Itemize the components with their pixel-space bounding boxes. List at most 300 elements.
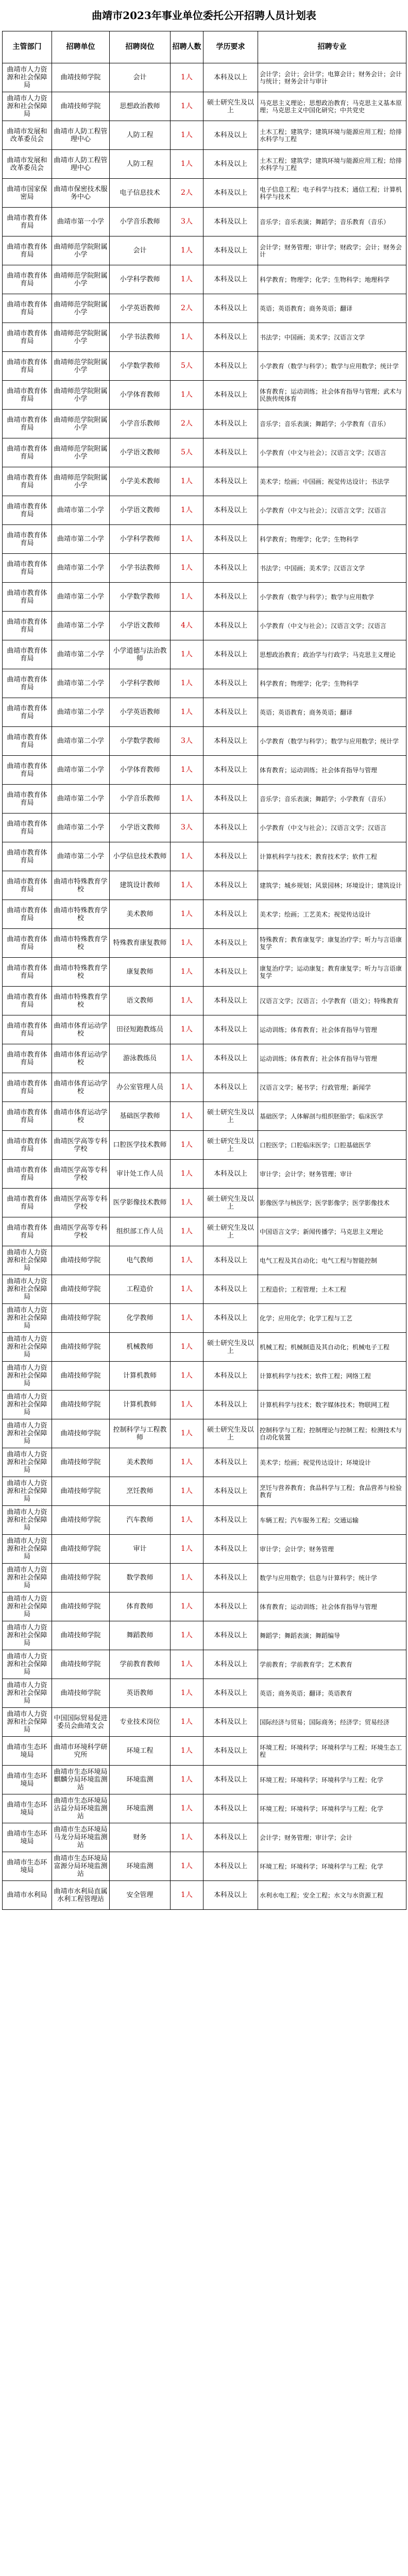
table-row: [3, 842, 406, 871]
cell-employer-text: 曲靖市体育运动学校: [54, 1022, 108, 1038]
cell-position-text: 小学书法教师: [120, 333, 160, 341]
cell-count: [171, 352, 203, 381]
cell-position-text: 口腔医学技术教师: [113, 1141, 167, 1149]
cell-employer-text: 曲靖技师学院: [60, 1430, 101, 1437]
cell-department: [3, 756, 52, 785]
cell-department-text: 曲靖市人力资源和社会保障局: [7, 1480, 47, 1503]
cell-education-text: 本科及以上: [213, 1603, 247, 1611]
cell-position-text: 烹饪教师: [126, 1487, 154, 1495]
cell-employer-text: 曲靖市生态环境局富源分局环境监测站: [54, 1855, 108, 1878]
cell-education-text: 本科及以上: [213, 882, 247, 889]
cell-department: [3, 1592, 52, 1621]
cell-department: [3, 727, 52, 756]
cell-department-text: 曲靖市人力资源和社会保障局: [7, 1278, 47, 1301]
cell-count-text: 3人: [181, 824, 193, 832]
cell-education: [203, 352, 258, 381]
cell-position-text: 办公室管理人员: [116, 1083, 163, 1091]
cell-major-text: 科学教育；物理学；化学；生物科学: [260, 535, 359, 543]
cell-major-text: 特殊教育；教育康复学；康复治疗学；听力与言语康复学: [260, 936, 402, 951]
cell-count-text: 1人: [181, 103, 193, 110]
cell-count: [171, 1737, 203, 1766]
header-education: 学历要求: [203, 31, 258, 63]
cell-employer-text: 曲靖技师学院: [60, 1545, 101, 1553]
cell-major-text: 学前教育；学前教育学；艺术教育: [260, 1660, 353, 1668]
cell-education-text: 本科及以上: [213, 1776, 247, 1784]
cell-department-text: 曲靖市教育体育局: [7, 762, 47, 778]
cell-education: [203, 958, 258, 987]
cell-major: [258, 1535, 406, 1564]
cell-department: [3, 1362, 52, 1391]
cell-education-text: 本科及以上: [213, 795, 247, 803]
cell-major: [258, 208, 406, 236]
table-row: [3, 1217, 406, 1246]
cell-major-text: 环境工程；环境科学；环境科学与工程；化学: [260, 1776, 384, 1784]
cell-department-text: 曲靖市教育体育局: [7, 1022, 47, 1038]
cell-employer: [52, 1564, 110, 1592]
cell-department-text: 曲靖市教育体育局: [7, 1050, 47, 1066]
cell-department: [3, 1794, 52, 1823]
cell-education-text: 本科及以上: [213, 391, 247, 399]
cell-education-text: 本科及以上: [213, 680, 247, 687]
cell-count-text: 1人: [181, 160, 193, 168]
cell-position: [110, 554, 171, 583]
cell-count-text: 1人: [181, 795, 193, 803]
cell-position: [110, 467, 171, 496]
cell-count-text: 1人: [181, 1487, 193, 1495]
cell-education-text: 本科及以上: [213, 737, 247, 745]
cell-position-text: 人防工程: [126, 131, 154, 139]
cell-major-text: 会计学；会计；会计学；电算会计；财务会计；会计与统计；财务会计与审计: [260, 70, 402, 85]
cell-department-text: 曲靖市教育体育局: [7, 1137, 47, 1153]
cell-department-text: 曲靖市人力资源和社会保障局: [7, 1335, 47, 1359]
cell-employer: [52, 1304, 110, 1333]
cell-position-text: 学前教育教师: [120, 1660, 160, 1668]
table-row: [3, 150, 406, 179]
cell-position-text: 小学语文教师: [120, 622, 160, 630]
cell-position-text: 小学体育教师: [120, 391, 160, 399]
cell-education-text: 硕士研究生及以上: [207, 98, 254, 114]
cell-count-text: 1人: [181, 651, 193, 658]
cell-employer-text: 曲靖技师学院: [60, 1314, 101, 1322]
cell-employer-text: 曲靖市第二小学: [57, 535, 104, 543]
cell-employer: [52, 871, 110, 900]
cell-major: [258, 1246, 406, 1275]
cell-department: [3, 1621, 52, 1650]
cell-education: [203, 1564, 258, 1592]
cell-count-text: 2人: [181, 304, 193, 312]
cell-employer: [52, 1823, 110, 1852]
table-row: [3, 958, 406, 987]
cell-position: [110, 1852, 171, 1881]
cell-department-text: 曲靖市生态环境局: [7, 1743, 47, 1759]
cell-employer: [52, 1131, 110, 1160]
table-row: [3, 1650, 406, 1679]
cell-education: [203, 987, 258, 1015]
cell-department: [3, 958, 52, 987]
cell-department-text: 曲靖市生态环境局: [7, 1858, 47, 1874]
cell-education: [203, 900, 258, 929]
table-row: [3, 496, 406, 525]
cell-major-text: 工程造价；工程管理；土木工程: [260, 1285, 347, 1293]
cell-department: [3, 352, 52, 381]
cell-education-text: 本科及以上: [213, 1285, 247, 1293]
cell-major: [258, 727, 406, 756]
cell-major: [258, 1592, 406, 1621]
cell-employer-text: 曲靖技师学院: [60, 1343, 101, 1351]
cell-employer: [52, 323, 110, 352]
cell-major-text: 英语；商务英语；翻译；英语教育: [260, 1689, 353, 1697]
cell-major: [258, 265, 406, 294]
cell-education-text: 本科及以上: [213, 1747, 247, 1755]
cell-position: [110, 410, 171, 438]
table-row: [3, 1419, 406, 1448]
cell-count: [171, 1881, 203, 1910]
cell-major-text: 英语；英语教育；商务英语；翻译: [260, 708, 353, 716]
cell-department: [3, 1131, 52, 1160]
cell-position-text: 田径短跑教练员: [116, 1026, 163, 1033]
cell-position-text: 小学音乐教师: [120, 795, 160, 803]
cell-position: [110, 1737, 171, 1766]
cell-education: [203, 438, 258, 467]
cell-position-text: 人防工程: [126, 160, 154, 168]
document-title: 曲靖市2023年事业单位委托公开招聘人员计划表: [92, 9, 316, 22]
cell-employer-text: 曲靖市第二小学: [57, 651, 104, 658]
cell-major: [258, 381, 406, 410]
cell-count: [171, 842, 203, 871]
cell-department: [3, 1708, 52, 1737]
cell-count-text: 1人: [181, 1834, 193, 1841]
cell-position: [110, 496, 171, 525]
cell-education: [203, 1391, 258, 1419]
cell-education: [203, 1448, 258, 1477]
cell-count: [171, 1794, 203, 1823]
cell-education: [203, 640, 258, 669]
cell-major: [258, 1044, 406, 1073]
cell-employer-text: 曲靖市第二小学: [57, 593, 104, 601]
cell-major: [258, 92, 406, 121]
cell-position-text: 小学英语教师: [120, 304, 160, 312]
cell-position: [110, 698, 171, 727]
cell-department: [3, 698, 52, 727]
cell-major-text: 美术学；绘画；视觉传达设计；环境设计: [260, 1459, 371, 1466]
cell-education: [203, 1246, 258, 1275]
cell-employer: [52, 756, 110, 785]
cell-count-text: 5人: [181, 362, 193, 370]
cell-count-text: 1人: [181, 506, 193, 514]
cell-department-text: 曲靖市人力资源和社会保障局: [7, 1509, 47, 1532]
cell-position-text: 数学教师: [126, 1574, 154, 1582]
cell-major: [258, 236, 406, 265]
cell-position: [110, 381, 171, 410]
cell-employer: [52, 410, 110, 438]
cell-major-text: 口腔医学；口腔临床医学；口腔基础医学: [260, 1141, 371, 1149]
cell-education-text: 本科及以上: [213, 1718, 247, 1726]
cell-position: [110, 1621, 171, 1650]
cell-major-text: 数学与应用数学；信息与计算科学；统计学: [260, 1574, 378, 1582]
cell-employer-text: 曲靖师范学院附属小学: [54, 416, 108, 432]
cell-count-text: 1人: [181, 593, 193, 601]
cell-major: [258, 410, 406, 438]
table-header-row: [3, 31, 406, 63]
cell-education-text: 硕士研究生及以上: [207, 1426, 254, 1442]
cell-position-text: 小学数学教师: [120, 737, 160, 745]
cell-position: [110, 92, 171, 121]
cell-department: [3, 900, 52, 929]
cell-department-text: 曲靖市教育体育局: [7, 416, 47, 432]
cell-employer-text: 曲靖市体育运动学校: [54, 1079, 108, 1095]
cell-department-text: 曲靖市教育体育局: [7, 445, 47, 461]
cell-major: [258, 1737, 406, 1766]
cell-education-text: 本科及以上: [213, 1834, 247, 1841]
cell-department-text: 曲靖市国家保密局: [7, 185, 47, 201]
table-row: [3, 1391, 406, 1419]
cell-education: [203, 871, 258, 900]
table-row: [3, 640, 406, 669]
cell-education: [203, 1102, 258, 1131]
cell-major: [258, 1881, 406, 1910]
cell-employer: [52, 150, 110, 179]
cell-employer-text: 曲靖市生态环境局麒麟分局环境监测站: [54, 1768, 108, 1791]
cell-major: [258, 121, 406, 150]
table-row: [3, 1073, 406, 1102]
cell-count-text: 1人: [181, 1141, 193, 1149]
cell-department-text: 曲靖市人力资源和社会保障局: [7, 1710, 47, 1734]
cell-major-text: 基础医学；人体解剖与组织胚胎学；临床医学: [260, 1112, 384, 1120]
cell-employer-text: 曲靖市体育运动学校: [54, 1050, 108, 1066]
cell-education-text: 本科及以上: [213, 1487, 247, 1495]
cell-count: [171, 1333, 203, 1362]
cell-education: [203, 294, 258, 323]
cell-position-text: 特殊教育康复教师: [113, 939, 167, 947]
cell-employer-text: 曲靖市第二小学: [57, 824, 104, 832]
cell-department: [3, 785, 52, 814]
cell-education: [203, 179, 258, 208]
cell-count: [171, 900, 203, 929]
cell-count: [171, 150, 203, 179]
cell-education-text: 本科及以上: [213, 189, 247, 197]
cell-department: [3, 1246, 52, 1275]
cell-position-text: 计算机教师: [123, 1372, 157, 1380]
cell-position-text: 小学音乐教师: [120, 420, 160, 428]
cell-department: [3, 1073, 52, 1102]
cell-position-text: 小学书法教师: [120, 564, 160, 572]
cell-position: [110, 150, 171, 179]
cell-employer: [52, 1881, 110, 1910]
table-row: [3, 1737, 406, 1766]
cell-position-text: 建筑设计教师: [120, 882, 160, 889]
cell-education: [203, 208, 258, 236]
cell-education: [203, 265, 258, 294]
cell-major-text: 汉语言文学；汉语言；小学教育（语文）；特殊教育: [260, 997, 399, 1005]
cell-major-text: 思想政治教育；政治学与行政学；马克思主义理论: [260, 651, 396, 658]
cell-department: [3, 150, 52, 179]
cell-position: [110, 323, 171, 352]
cell-major-text: 小学教育（数学与科学）；数学与应用数学；统计学: [260, 737, 399, 745]
cell-count: [171, 1823, 203, 1852]
cell-position-text: 康复教师: [126, 968, 154, 976]
cell-position-text: 小学科学教师: [120, 535, 160, 543]
cell-major-text: 车辆工程；汽车服务工程；交通运输: [260, 1516, 359, 1524]
cell-count: [171, 1621, 203, 1650]
cell-employer-text: 曲靖医学高等专科学校: [54, 1166, 108, 1182]
cell-employer: [52, 265, 110, 294]
cell-employer: [52, 1073, 110, 1102]
cell-department: [3, 410, 52, 438]
cell-major-text: 书法学；中国画；美术学；汉语言文学: [260, 333, 365, 341]
cell-count-text: 1人: [181, 1055, 193, 1062]
table-row: [3, 785, 406, 814]
cell-employer: [52, 381, 110, 410]
cell-position: [110, 958, 171, 987]
cell-position: [110, 785, 171, 814]
cell-count: [171, 554, 203, 583]
cell-count: [171, 958, 203, 987]
cell-position-text: 小学数学教师: [120, 362, 160, 370]
cell-position: [110, 121, 171, 150]
cell-position: [110, 842, 171, 871]
cell-position-text: 小学语文教师: [120, 449, 160, 456]
cell-employer: [52, 554, 110, 583]
cell-major-text: 电气工程及其自动化；电气工程与智能控制: [260, 1257, 378, 1264]
cell-employer: [52, 1794, 110, 1823]
cell-position-text: 计算机教师: [123, 1401, 157, 1409]
cell-major-text: 土木工程；建筑学；建筑环境与能源应用工程；给排水科学与工程: [260, 128, 402, 143]
cell-position: [110, 1506, 171, 1535]
table-row: [3, 294, 406, 323]
cell-position-text: 基础医学教师: [120, 1112, 160, 1120]
cell-education-text: 本科及以上: [213, 1516, 247, 1524]
cell-department: [3, 1015, 52, 1044]
cell-employer: [52, 1419, 110, 1448]
cell-position-text: 安全管理: [126, 1891, 154, 1899]
cell-education-text: 本科及以上: [213, 766, 247, 774]
cell-employer: [52, 179, 110, 208]
cell-major-text: 书法学；中国画；美术学；汉语言文学: [260, 564, 365, 572]
header-count: 招聘人数: [171, 31, 203, 63]
cell-major: [258, 1131, 406, 1160]
cell-count: [171, 698, 203, 727]
cell-position-text: 语文教师: [126, 997, 154, 1005]
cell-education-text: 本科及以上: [213, 478, 247, 485]
cell-department: [3, 294, 52, 323]
cell-count-text: 1人: [181, 910, 193, 918]
cell-education: [203, 554, 258, 583]
cell-major-text: 环境工程；环境科学；环境科学与工程；化学: [260, 1862, 384, 1870]
cell-major-text: 建筑学；城乡规划；风景园林；环境设计；建筑设计: [260, 882, 402, 889]
cell-employer: [52, 583, 110, 612]
cell-position: [110, 1044, 171, 1073]
cell-major-text: 英语；英语教育；商务英语；翻译: [260, 304, 353, 312]
cell-employer: [52, 236, 110, 265]
cell-employer-text: 曲靖市特殊教育学校: [54, 993, 108, 1009]
cell-education: [203, 121, 258, 150]
cell-employer: [52, 1102, 110, 1131]
cell-count-text: 1人: [181, 882, 193, 889]
cell-employer-text: 曲靖市第二小学: [57, 766, 104, 774]
cell-count-text: 1人: [181, 939, 193, 947]
cell-major-text: 审计学；会计学；财务管理: [260, 1545, 334, 1553]
cell-employer: [52, 294, 110, 323]
cell-employer: [52, 958, 110, 987]
cell-major: [258, 1679, 406, 1708]
cell-education: [203, 1592, 258, 1621]
cell-department-text: 曲靖市教育体育局: [7, 733, 47, 749]
cell-count-text: 5人: [181, 449, 193, 456]
cell-count: [171, 1391, 203, 1419]
cell-education: [203, 1506, 258, 1535]
table-row: [3, 323, 406, 352]
cell-employer: [52, 612, 110, 640]
cell-position: [110, 352, 171, 381]
cell-education: [203, 1679, 258, 1708]
table-row: [3, 236, 406, 265]
cell-count: [171, 1275, 203, 1304]
cell-count-text: 1人: [181, 1112, 193, 1120]
cell-education: [203, 1073, 258, 1102]
cell-education-text: 本科及以上: [213, 997, 247, 1005]
cell-count-text: 1人: [181, 1805, 193, 1812]
cell-department: [3, 1102, 52, 1131]
cell-employer: [52, 1506, 110, 1535]
cell-employer: [52, 1766, 110, 1794]
cell-employer: [52, 496, 110, 525]
cell-position-text: 汽车教师: [126, 1516, 154, 1524]
cell-major: [258, 958, 406, 987]
cell-employer-text: 曲靖市人防工程管理中心: [54, 127, 108, 143]
cell-count: [171, 1419, 203, 1448]
cell-count: [171, 1650, 203, 1679]
table-row: [3, 92, 406, 121]
cell-position: [110, 871, 171, 900]
cell-position: [110, 1015, 171, 1044]
cell-count-text: 1人: [181, 1026, 193, 1033]
cell-position-text: 控制科学与工程教师: [113, 1426, 167, 1442]
cell-position-text: 小学音乐教师: [120, 218, 160, 226]
cell-count-text: 1人: [181, 1199, 193, 1207]
table-row: [3, 1362, 406, 1391]
cell-position: [110, 208, 171, 236]
cell-department: [3, 1333, 52, 1362]
cell-major-text: 影像医学与核医学；医学影像学；医学影像技术: [260, 1199, 390, 1207]
cell-department: [3, 1852, 52, 1881]
cell-count-text: 1人: [181, 391, 193, 399]
cell-department-text: 曲靖市教育体育局: [7, 1195, 47, 1211]
cell-employer-text: 曲靖技师学院: [60, 74, 101, 81]
cell-education-text: 本科及以上: [213, 593, 247, 601]
cell-position: [110, 1564, 171, 1592]
cell-employer-text: 曲靖技师学院: [60, 1574, 101, 1582]
cell-count-text: 3人: [181, 218, 193, 226]
cell-employer: [52, 1448, 110, 1477]
table-row: [3, 1246, 406, 1275]
cell-position-text: 小学信息技术教师: [113, 853, 167, 860]
cell-count: [171, 1044, 203, 1073]
cell-education: [203, 1823, 258, 1852]
cell-major-text: 美术学；绘画；工艺美术；视觉传达设计: [260, 910, 371, 918]
cell-count-text: 1人: [181, 1170, 193, 1178]
cell-major: [258, 179, 406, 208]
cell-major: [258, 554, 406, 583]
cell-employer-text: 曲靖市特殊教育学校: [54, 935, 108, 951]
cell-department-text: 曲靖市教育体育局: [7, 358, 47, 374]
cell-major-text: 会计学；财务管理；审计学；会计: [260, 1834, 353, 1841]
cell-count-text: 1人: [181, 1257, 193, 1264]
cell-employer: [52, 842, 110, 871]
cell-position-text: 环境监测: [126, 1776, 154, 1784]
cell-education: [203, 63, 258, 92]
cell-employer: [52, 467, 110, 496]
cell-position-text: 会计: [133, 74, 147, 81]
